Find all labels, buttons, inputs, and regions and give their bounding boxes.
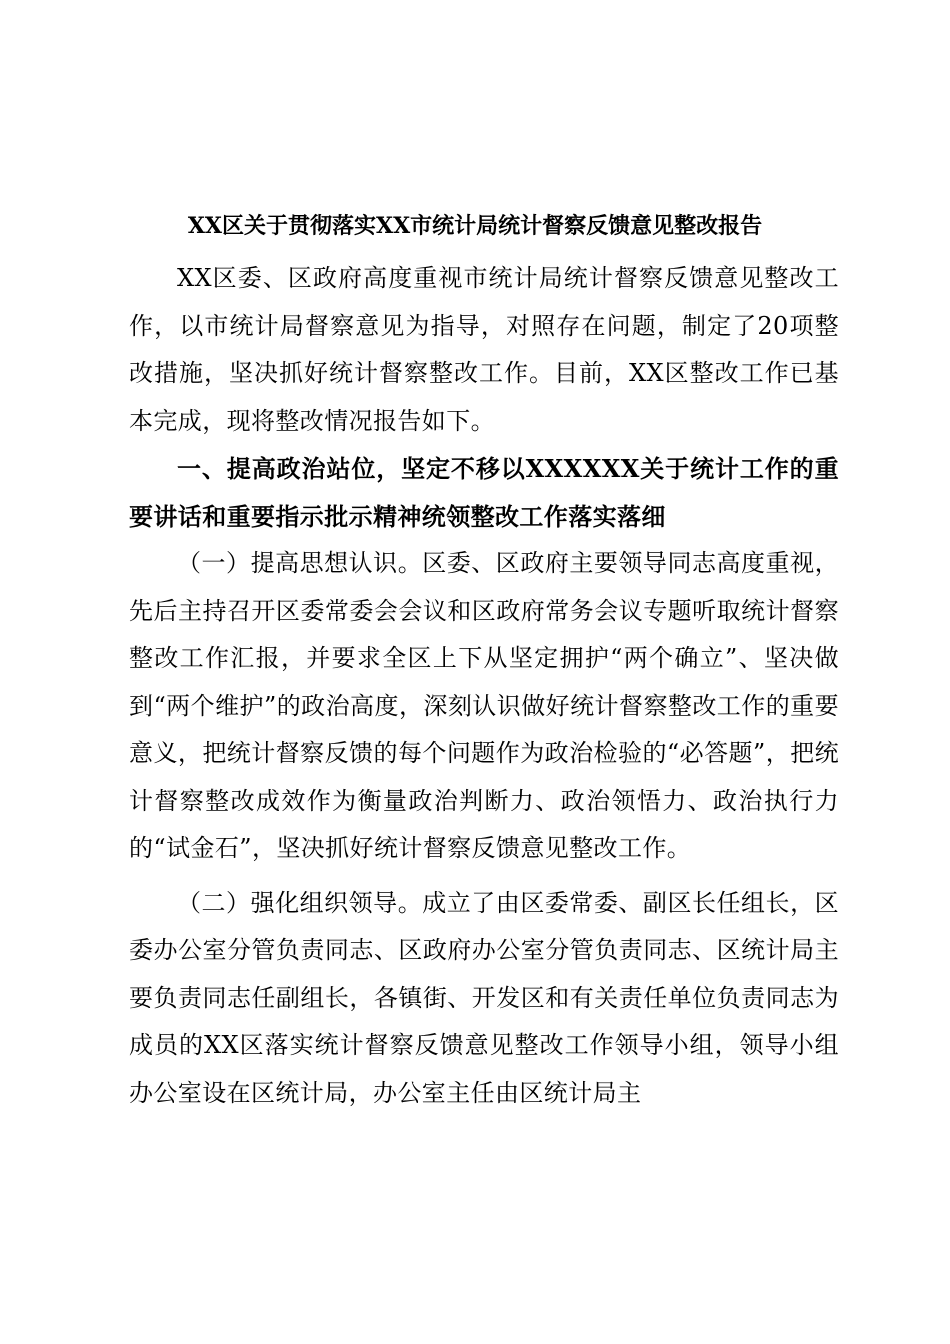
intro-paragraph: XX区委、区政府高度重视市统计局统计督察反馈意见整改工作，以市统计局督察意见为指导，对照存在问题，制定了20项整改措施，坚决抓好统计督察整改工作。目前，XX区整改工作已基本完成，现将整改情况报告如下。 bbox=[129, 264, 839, 435]
document-title: XX区关于贯彻落实XX市统计局统计督察反馈意见整改报告 bbox=[187, 213, 763, 239]
paragraph-1-1: （一）提高思想认识。区委、区政府主要领导同志高度重视，先后主持召开区委常委会会议和区政府常务会议专题听取统计督察整改工作汇报，并要求全区上下从坚定拥护“两个确立”、坚决做到“两个维护”的政治高度，深刻认识做好统计督察整改工作的重要意义，把统计督察反馈的每个问题作为政治检验的“必答题”，把统计督察整改成效作为衡量政治判断力、政治领悟力、政治执行力的“试金石”，坚决抓好统计督察反馈意见整改工作。 bbox=[129, 549, 839, 862]
paragraph-1-2: （二）强化组织领导。成立了由区委常委、副区长任组长，区委办公室分管负责同志、区政府办公室分管负责同志、区统计局主要负责同志任副组长，各镇街、开发区和有关责任单位负责同志为成员的XX区落实统计督察反馈意见整改工作领导小组，领导小组办公室设在区统计局，办公室主任由区统计局主 bbox=[129, 888, 839, 1107]
section-heading-1: 一、提高政治站位，坚定不移以XXXXXX关于统计工作的重要讲话和重要指示批示精神统领整改工作落实落细 bbox=[129, 454, 839, 531]
document-body bbox=[129, 255, 839, 1117]
